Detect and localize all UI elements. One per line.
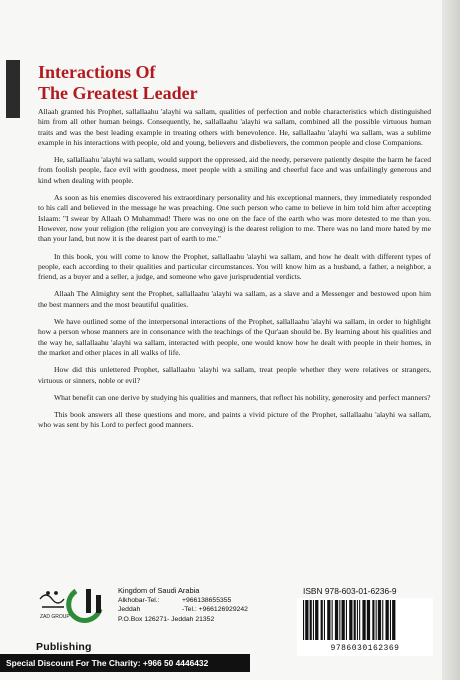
publisher-name: Publishing	[36, 641, 92, 653]
barcode-bar	[372, 600, 374, 640]
barcode-bar	[315, 600, 318, 640]
barcode-bar	[324, 600, 325, 640]
isbn-label: ISBN 978-603-01-6236-9	[303, 586, 397, 596]
paragraph: Allaah granted his Prophet, sallallaahu 'alayhi wa sallam, qualities of perfection and noble characteristics which distinguished him from all other human beings. Consequently, he, sallallaahu 'alayhi wa sallam, combined all the possible virtuous human traits and was the best leading example in treating others with benevolence. He, sallallaahu 'alayhi wa sallam, was a sublime example in his interactions with people, old and young, believers and disbelievers, the common people and close Companions.	[38, 107, 431, 147]
paragraph: In this book, you will come to know the Prophet, sallallaahu 'alayhi wa sallam, and how he dealt with different types of people, each according to their qualities and particular circumstances. You will know him as a husband, a father, a neighbor, a friend, as a buyer and a seller, a judge, and someone who gave jurisprudential verdicts.	[38, 251, 431, 282]
publisher-logo	[36, 585, 110, 633]
barcode-bar	[386, 600, 389, 640]
barcode-bar	[390, 600, 391, 640]
barcode-bar	[357, 600, 358, 640]
alkhobar-label: Alkhobar-Tel.:	[118, 596, 160, 604]
jeddah-row	[118, 605, 248, 615]
barcode-bar	[378, 600, 381, 640]
paragraph: How did this unlettered Prophet, sallallaahu 'alayhi wa sallam, treat people whether they were relatives or strangers, virtuous or sinners, noble or evil?	[38, 365, 431, 385]
jeddah-phone: -Tel.: +966126929242	[182, 606, 248, 614]
paragraph: What benefit can one derive by studying his qualities and manners, that reflect his nobility, generosity and perfect manners?	[54, 392, 431, 402]
title-line-2: The Greatest Leader	[38, 83, 198, 103]
paragraph: Allaah The Almighty sent the Prophet, sallallaahu 'alayhi wa sallam, as a slave and a Messenger and bestowed upon him the best manners and the most beautiful qualities.	[38, 289, 431, 309]
barcode-bar	[346, 600, 347, 640]
paragraph: This book answers all these questions and more, and paints a vivid picture of the Prophet, sallallaahu 'alayhi wa sallam, who was sent by his Lord to perfect good manners.	[38, 410, 431, 430]
title-line-1: Interactions Of	[38, 62, 156, 82]
jeddah-label: Jeddah	[118, 606, 141, 614]
logo-text: ZAD GROUP	[40, 614, 70, 620]
barcode-bar	[321, 600, 323, 640]
barcode-bar	[303, 600, 304, 640]
barcode-bar	[376, 600, 377, 640]
barcode-bar	[310, 600, 312, 640]
barcode-bar	[342, 600, 345, 640]
barcode-bar	[392, 600, 395, 640]
blurb-text	[38, 107, 431, 438]
book-title	[38, 62, 198, 104]
spine-accent-bar	[6, 60, 20, 118]
page-edge	[442, 0, 460, 680]
paragraph: He, sallallaahu 'alayhi wa sallam, would support the oppressed, aid the needy, persevere patiently despite the harm he faced from foolish people, face evil with goodness, meet people with a smiling and cheerful face and was unfailingly generous and kind when dealing with people.	[38, 155, 431, 185]
contact-block	[118, 586, 248, 624]
barcode-number: 9786030162369	[330, 644, 400, 653]
alkhobar-phone: +966138655355	[182, 596, 232, 604]
barcode-bar	[332, 600, 333, 640]
barcode-bars	[297, 598, 433, 642]
country: Kingdom of Saudi Arabia	[118, 586, 200, 595]
po-box: P.O.Box 126271- Jeddah 21352	[118, 615, 215, 623]
alkhobar-row	[118, 596, 248, 606]
barcode-bar	[382, 600, 383, 640]
charity-discount-banner: Special Discount For The Charity: +966 50 4446432	[0, 654, 250, 672]
barcode-bar	[305, 600, 308, 640]
barcode-bar	[359, 600, 360, 640]
barcode-bar	[335, 600, 338, 640]
paragraph: As soon as his enemies discovered his extraordinary personality and his exceptional manners, they immediately responded to his call and believed in the message he was preaching. One such person who came to believe in him told him after accepting Islaam: "I swear by Allaah O Muhammad! There was no one on the face of the earth who was more detested to me than you. However, now your religion (the religion you are conveying) is the dearest religion to me. There was no land more hated by me than your land, but now it is the dearest part of earth to me."	[38, 193, 431, 244]
barcode-bar	[327, 600, 330, 640]
barcode-bar	[349, 600, 352, 640]
barcode-bar	[362, 600, 365, 640]
barcode-bar	[339, 600, 340, 640]
barcode-bar	[367, 600, 370, 640]
paragraph: We have outlined some of the interpersonal interactions of the Prophet, sallallaahu 'alayhi wa sallam, in order to highlight how a person whose manners are in consonance with the teachings of the Qur'aan should be. By learning about his qualities and the way he, sallallaahu 'alayhi wa sallam, interacted with people, one would know how he dealt with people in their homes, in the market and other places in all walks of life.	[38, 317, 431, 357]
barcode-bar	[313, 600, 314, 640]
barcode-bar	[354, 600, 356, 640]
